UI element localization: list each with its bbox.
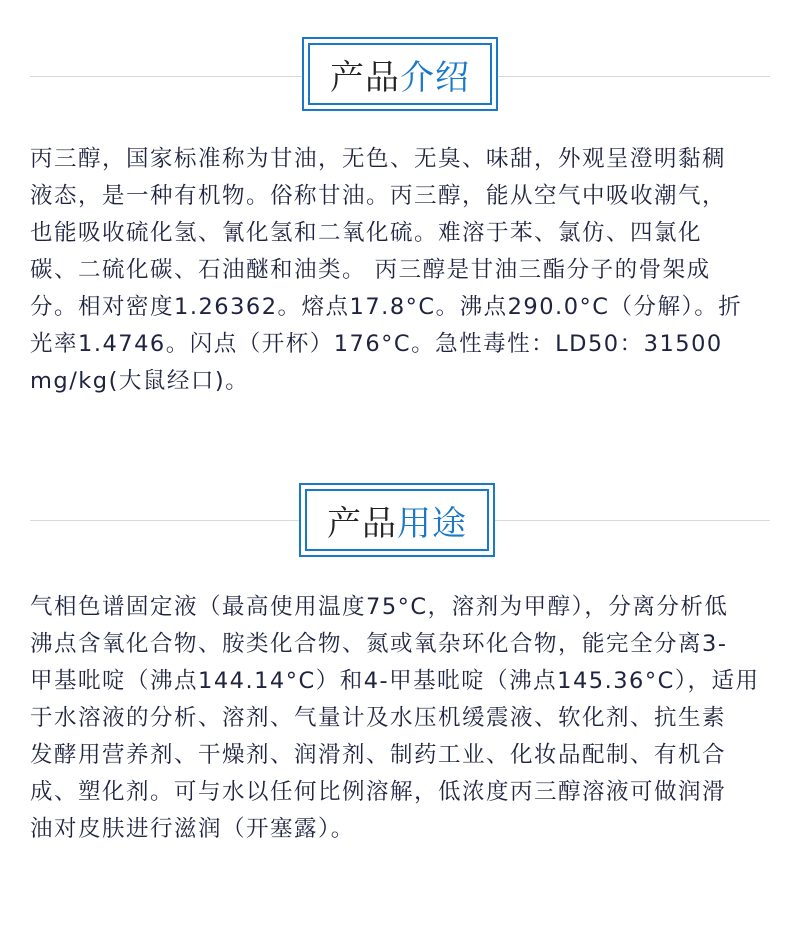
usage-title-blue: 用途: [397, 503, 467, 544]
intro-line: 丙三醇，国家标准称为甘油，无色、无臭、味甜，外观呈澄明黏稠: [30, 146, 727, 172]
intro-title-box: [302, 37, 498, 111]
intro-line: 光率1.4746。闪点（开杯）176°C。急性毒性：LD50：31500: [30, 331, 723, 357]
intro-divider-left: [30, 76, 302, 77]
usage-line: 甲基吡啶（沸点144.14°C）和4-甲基吡啶（沸点145.36°C），适用: [30, 668, 760, 694]
intro-title-blue: 介绍: [400, 57, 470, 98]
intro-title-dark: 产品: [330, 57, 400, 98]
intro-divider-right: [498, 76, 770, 77]
intro-title: [308, 43, 492, 105]
intro-line: 分。相对密度1.26362。熔点17.8°C。沸点290.0°C（分解）。折: [30, 294, 743, 320]
usage-title-box: [299, 483, 495, 557]
usage-line: 于水溶液的分析、溶剂、气量计及水压机缓震液、软化剂、抗生素: [30, 705, 727, 731]
usage-title: [305, 489, 489, 551]
usage-paragraph: [30, 589, 780, 848]
intro-line: mg/kg(大鼠经口)。: [30, 368, 250, 394]
intro-line: 碳、二硫化碳、石油醚和油类。 丙三醇是甘油三酯分子的骨架成: [30, 257, 711, 283]
intro-line: 也能吸收硫化氢、氰化氢和二氧化硫。难溶于苯、氯仿、四氯化: [30, 220, 703, 246]
usage-line: 发酵用营养剂、干燥剂、润滑剂、制药工业、化妆品配制、有机合: [30, 742, 727, 768]
usage-line: 气相色谱固定液（最高使用温度75°C，溶剂为甲醇），分离分析低: [30, 594, 729, 620]
intro-paragraph: [30, 141, 780, 400]
usage-line: 油对皮肤进行滋润（开塞露）。: [30, 816, 355, 842]
usage-divider-right: [495, 520, 770, 521]
usage-line: 沸点含氧化合物、胺类化合物、氮或氧杂环化合物，能完全分离3-: [30, 631, 728, 657]
intro-line: 液态，是一种有机物。俗称甘油。丙三醇，能从空气中吸收潮气，: [30, 183, 727, 209]
usage-divider-left: [30, 520, 299, 521]
usage-title-dark: 产品: [327, 503, 397, 544]
usage-line: 成、塑化剂。可与水以任何比例溶解，低浓度丙三醇溶液可做润滑: [30, 779, 727, 805]
